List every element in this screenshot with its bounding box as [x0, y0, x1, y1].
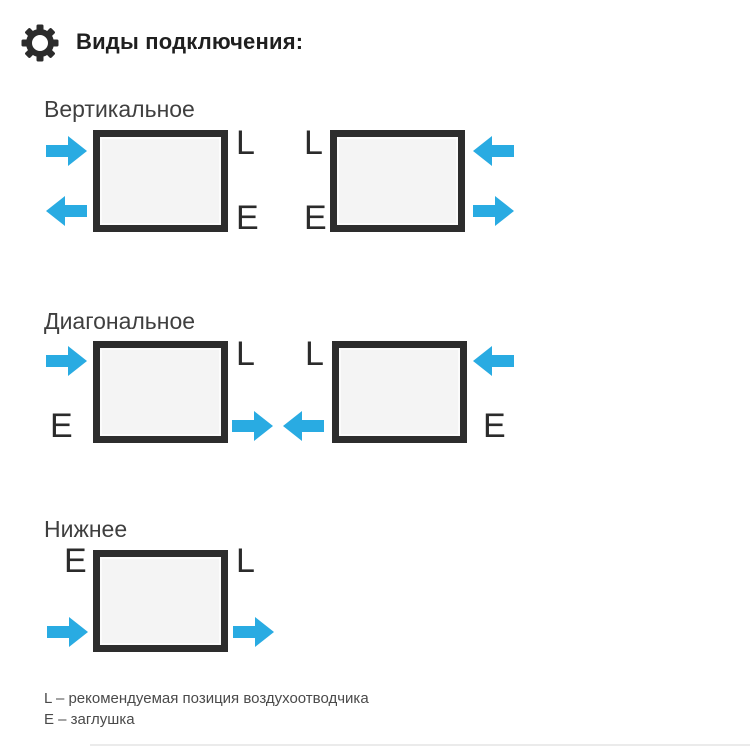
radiator-outline — [93, 130, 228, 232]
arrow-right-icon — [233, 617, 274, 647]
port-label: L — [304, 124, 323, 162]
port-label: L — [236, 124, 255, 162]
arrow-left-icon — [46, 196, 87, 226]
arrow-right-icon — [473, 196, 514, 226]
radiator-outline — [330, 130, 465, 232]
legend-line-l: L – рекомендуемая позиция воздухоотводчика — [44, 690, 369, 707]
bottom-divider — [90, 744, 750, 746]
page-title: Виды подключения: — [76, 29, 304, 54]
section-label-bottom: Нижнее — [44, 516, 128, 542]
arrow-right-icon — [46, 346, 87, 376]
legend-line-e: E – заглушка — [44, 711, 135, 728]
radiator-outline — [332, 341, 467, 443]
port-label: E — [483, 407, 506, 445]
port-label: E — [50, 407, 73, 445]
port-label: E — [236, 199, 259, 237]
arrow-right-icon — [232, 411, 273, 441]
arrow-right-icon — [46, 136, 87, 166]
arrow-left-icon — [473, 136, 514, 166]
port-label: L — [236, 542, 255, 580]
port-label: E — [64, 542, 87, 580]
section-label-vertical: Вертикальное — [44, 96, 195, 122]
port-label: L — [236, 335, 255, 373]
arrow-left-icon — [283, 411, 324, 441]
radiator-outline — [93, 550, 228, 652]
arrow-left-icon — [473, 346, 514, 376]
radiator-outline — [93, 341, 228, 443]
port-label: E — [304, 199, 327, 237]
arrow-right-icon — [47, 617, 88, 647]
section-label-diagonal: Диагональное — [44, 308, 196, 334]
port-label: L — [305, 335, 324, 373]
gear-icon — [21, 24, 59, 62]
